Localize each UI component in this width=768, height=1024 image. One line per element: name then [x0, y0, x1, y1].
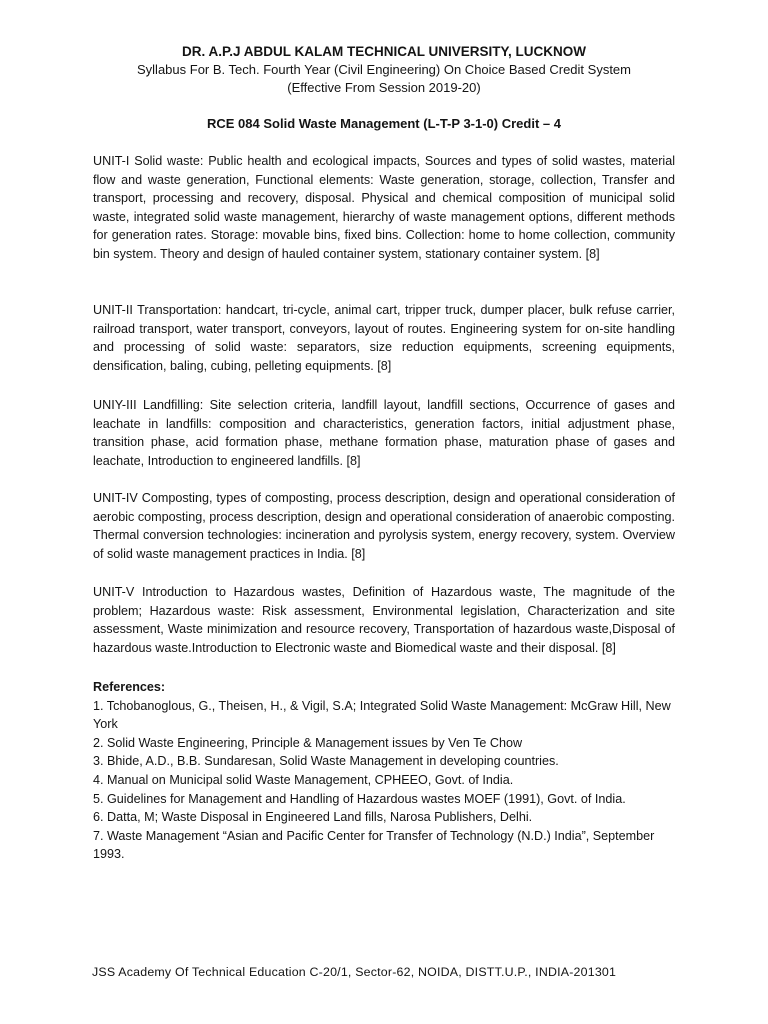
references-title: References:: [93, 680, 166, 694]
university-name: DR. A.P.J ABDUL KALAM TECHNICAL UNIVERSITY, LUCKNOW: [181, 44, 587, 59]
document-header: [60, 42, 708, 97]
reference-item: 3. Bhide, A.D., B.B. Sundaresan, Solid Waste Management in developing countries.: [93, 754, 559, 769]
unit-2-text: UNIT-II Transportation: handcart, tri-cycle, animal cart, tripper truck, dumper placer, bulk refuse carrier, railroad transport, water transport, conveyors, layout of routes. Engineering system for on-site handling and processing of solid waste: separators, size reduction equipments, screening equipments, densification, baling, cubing, pelleting equipments. [8]: [93, 303, 675, 373]
reference-item: 6. Datta, M; Waste Disposal in Engineered Land fills, Narosa Publishers, Delhi.: [93, 810, 533, 825]
page-footer: JSS Academy Of Technical Education C-20/1, Sector-62, NOIDA, DISTT.U.P., INDIA-201301: [92, 965, 617, 979]
course-title: RCE 084 Solid Waste Management (L-T-P 3-1-0) Credit – 4: [207, 116, 561, 131]
references-section: [93, 678, 683, 864]
reference-item: 2. Solid Waste Engineering, Principle & Management issues by Ven Te Chow: [93, 735, 523, 750]
reference-item: 7. Waste Management “Asian and Pacific Center for Transfer of Technology (N.D.) India”, September 1993.: [93, 828, 655, 862]
syllabus-line: Syllabus For B. Tech. Fourth Year (Civil Engineering) On Choice Based Credit System: [137, 62, 631, 77]
reference-item: 1. Tchobanoglous, G., Theisen, H., & Vigil, S.A; Integrated Solid Waste Management: McGraw Hill, New York: [93, 698, 671, 732]
reference-item: 4. Manual on Municipal solid Waste Management, CPHEEO, Govt. of India.: [93, 772, 514, 787]
unit-4-text: UNIT-IV Composting, types of composting, process description, design and operational consideration of aerobic composting, process description, design and operational consideration of anaerobic composting. Thermal conversion technologies: incineration and pyrolysis system, energy recovery, system. Overview of solid waste management practices in India. [8]: [93, 491, 675, 561]
unit-5-text: UNIT-V Introduction to Hazardous wastes, Definition of Hazardous waste, The magnitude of the problem; Hazardous waste: Risk assessment, Environmental legislation, Characterization and site assessment, Waste minimization and resource recovery, Transportation of hazardous waste,Disposal of hazardous waste.Introduction to Electronic waste and Biomedical waste and their disposal. [8]: [93, 585, 675, 655]
unit-3-text: UNIY-III Landfilling: Site selection criteria, landfill layout, landfill sections, Occurrence of gases and leachate in landfills: composition and characteristics, generation factors, initial adjustment phase, transition phase, acid formation phase, methane formation phase, maturation phase of gases and leachate, Introduction to engineered landfills. [8]: [93, 398, 675, 468]
effective-session: (Effective From Session 2019-20): [287, 80, 481, 95]
unit-1-text: UNIT-I Solid waste: Public health and ecological impacts, Sources and types of solid wastes, material flow and waste generation, Functional elements: Waste generation, storage, collection, Transfer and transport, processing and recovery, disposal. Physical and chemical composition of municipal solid waste, integrated solid waste management, hierarchy of waste management options, different methods for generation rates. Storage: movable bins, fixed bins. Collection: home to home collection, community bin system. Theory and design of hauled container system, stationary container system. [8]: [93, 154, 675, 261]
reference-item: 5. Guidelines for Management and Handling of Hazardous wastes MOEF (1991), Govt. of India.: [93, 791, 626, 806]
